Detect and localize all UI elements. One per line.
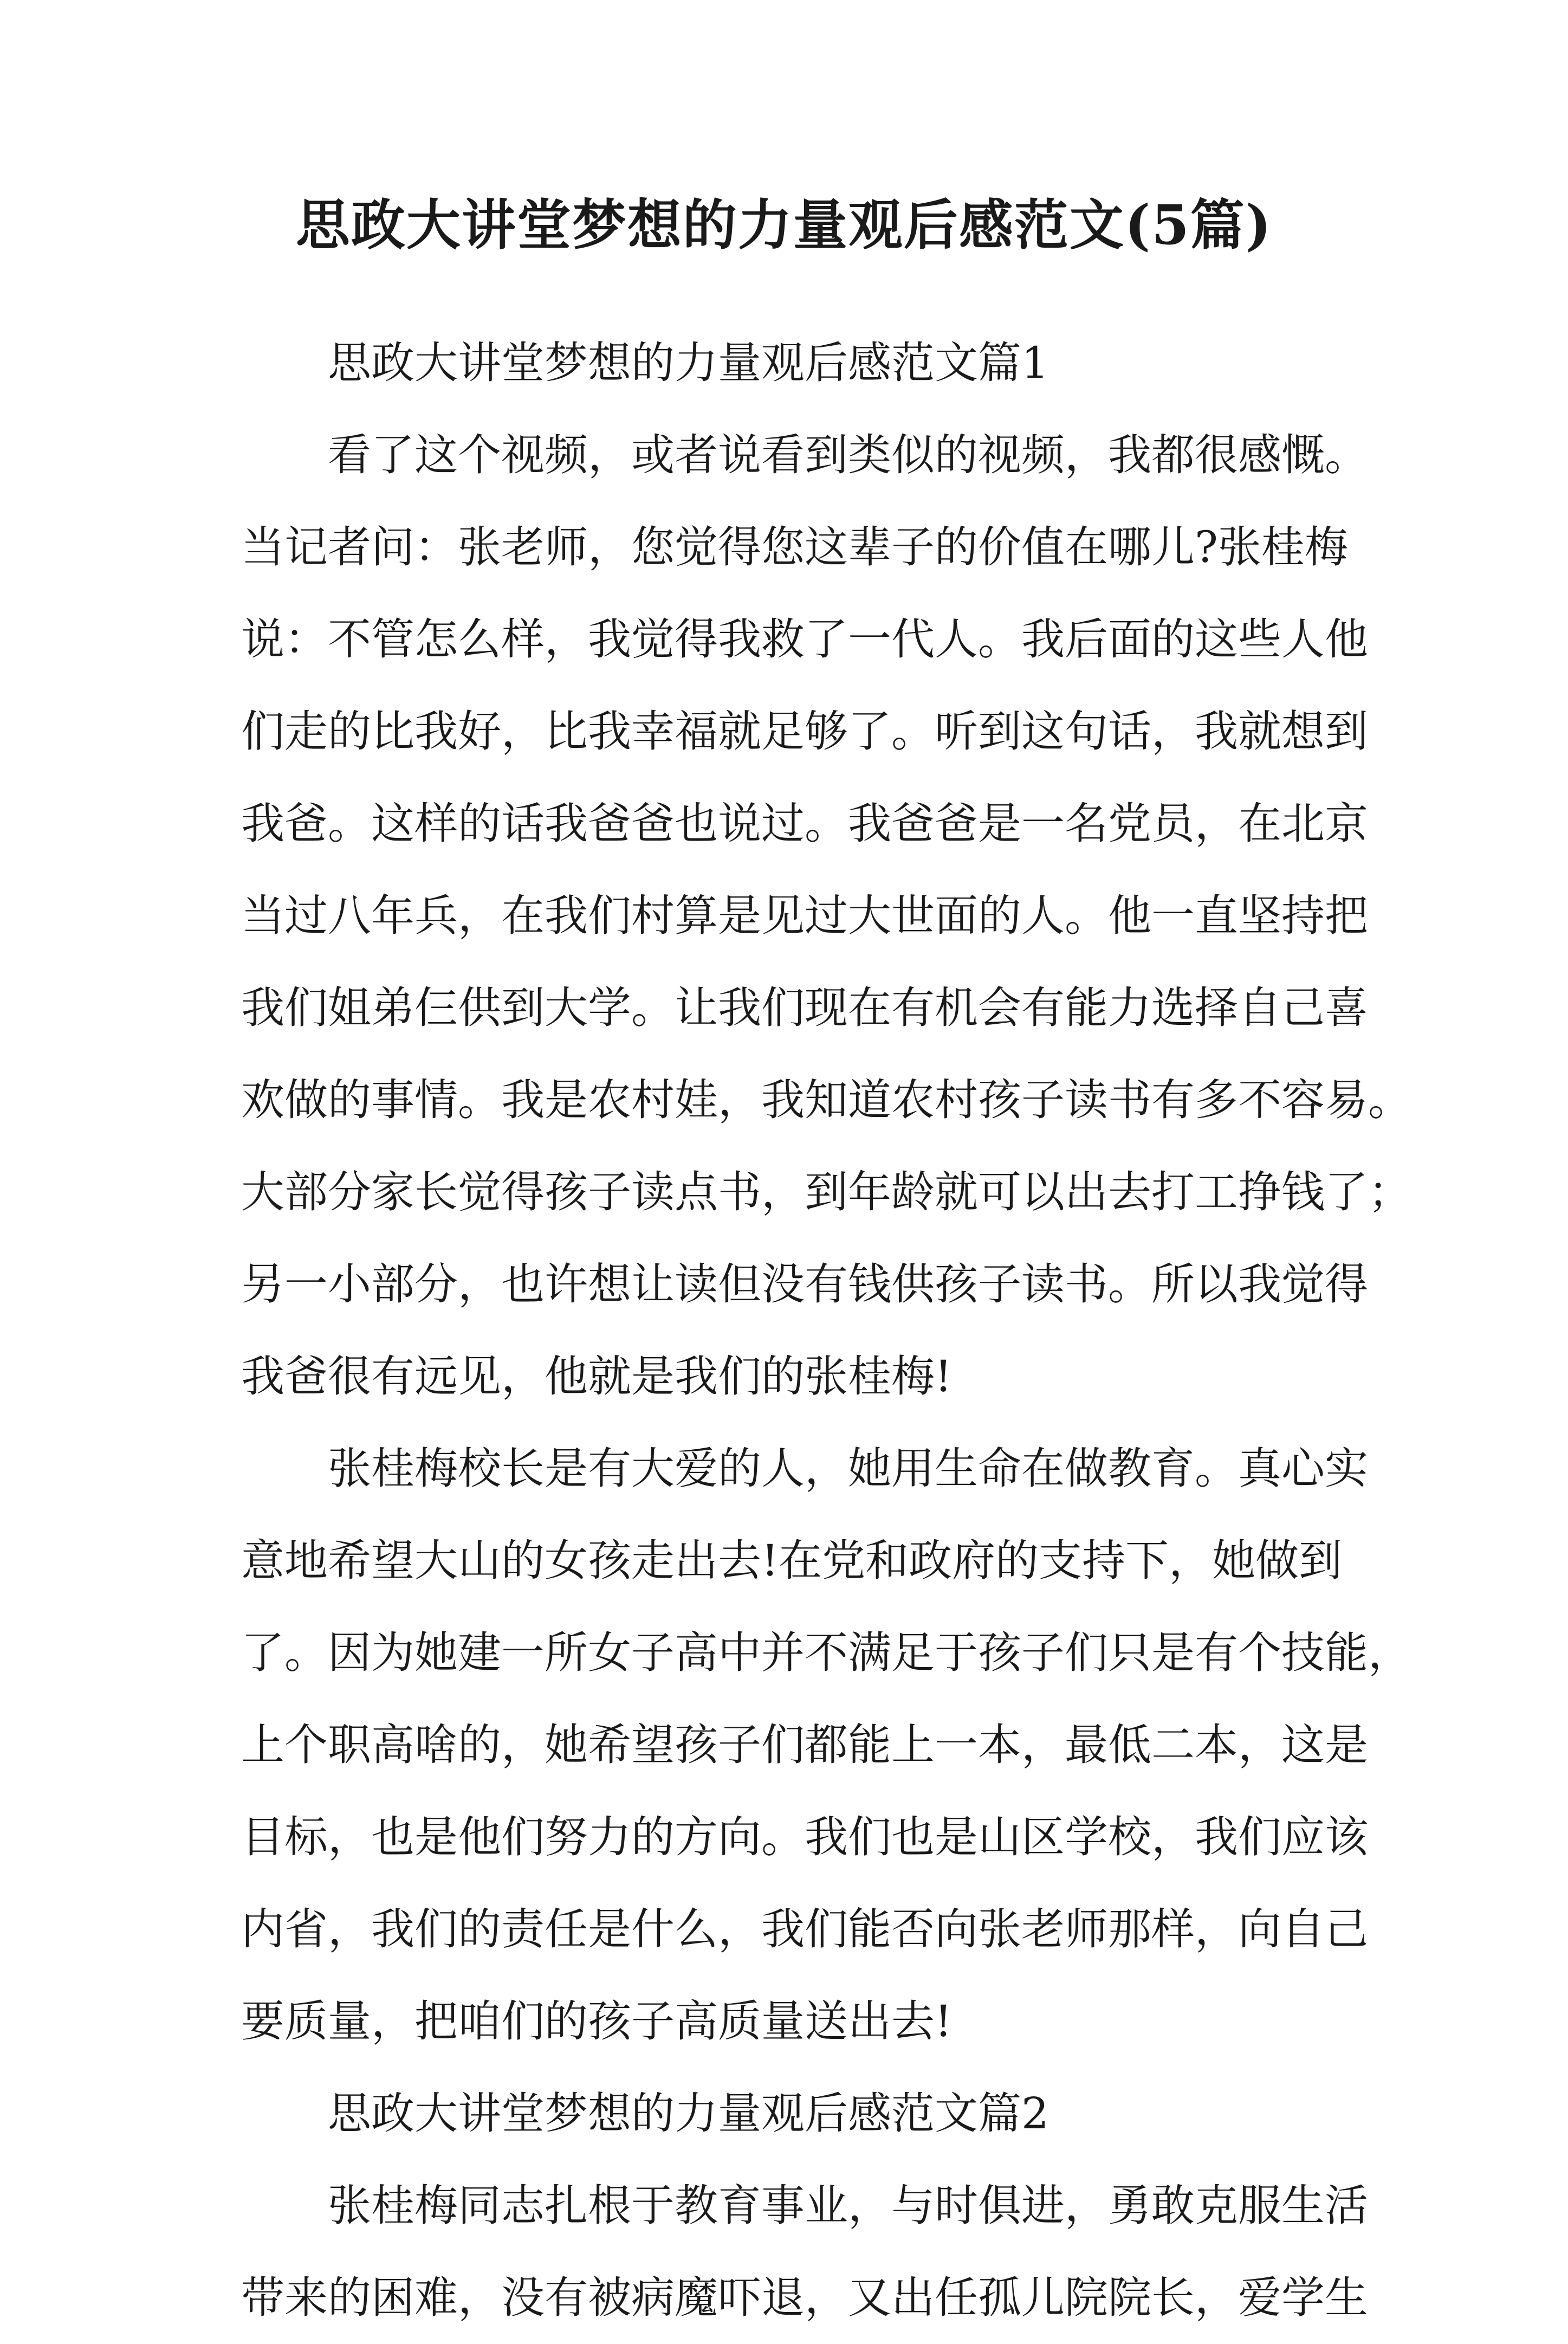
document-title: 思政大讲堂梦想的力量观后感范文(5篇): [295, 193, 1273, 257]
paragraph-line: 张桂梅校长是有大爱的人，她用生命在做教育。真心实: [328, 1443, 1368, 1494]
paragraph-line: 另一小部分，也许想让读但没有钱供孩子读书。所以我觉得: [241, 1259, 1368, 1309]
paragraph-line: 目标，也是他们努力的方向。我们也是山区学校，我们应该: [241, 1812, 1368, 1862]
document-body: [241, 317, 1411, 2344]
paragraph-line: 带来的困难，没有被病魔吓退，又出任孤儿院院长，爱学生: [241, 2272, 1368, 2323]
paragraph-line: 要质量，把咱们的孩子高质量送出去!: [241, 1996, 953, 2046]
paragraph-line: 我们姐弟仨供到大学。让我们现在有机会有能力选择自己喜: [241, 983, 1368, 1033]
paragraph-line: 欢做的事情。我是农村娃，我知道农村孩子读书有多不容易。: [241, 1075, 1411, 1125]
paragraph-line: 看了这个视频，或者说看到类似的视频，我都很感慨。: [328, 430, 1368, 480]
paragraph-line: 了。因为她建一所女子高中并不满足于孩子们只是有个技能，: [241, 1628, 1411, 1678]
section-heading-1: 思政大讲堂梦想的力量观后感范文篇1: [328, 338, 1049, 388]
paragraph-line: 意地希望大山的女孩走出去!在党和政府的支持下，她做到: [241, 1535, 1343, 1586]
paragraph-line: 内省，我们的责任是什么，我们能否向张老师那样，向自己: [241, 1904, 1368, 1954]
paragraph-line: 当记者问：张老师，您觉得您这辈子的价值在哪儿?张桂梅: [241, 522, 1348, 572]
paragraph-line: 上个职高啥的，她希望孩子们都能上一本，最低二本，这是: [241, 1720, 1368, 1770]
paragraph-line: 张桂梅同志扎根于教育事业，与时俱进，勇敢克服生活: [328, 2180, 1368, 2231]
paragraph-line: 当过八年兵，在我们村算是见过大世面的人。他一直坚持把: [241, 890, 1368, 941]
paragraph-line: 们走的比我好，比我幸福就足够了。听到这句话，我就想到: [241, 706, 1368, 757]
paragraph-line: 说：不管怎么样，我觉得我救了一代人。我后面的这些人他: [241, 614, 1368, 664]
paragraph-line: 我爸很有远见，他就是我们的张桂梅!: [241, 1351, 953, 1402]
section-heading-2: 思政大讲堂梦想的力量观后感范文篇2: [328, 2088, 1049, 2139]
paragraph-line: 我爸。这样的话我爸爸也说过。我爸爸是一名党员，在北京: [241, 798, 1368, 849]
paragraph-line: 大部分家长觉得孩子读点书，到年龄就可以出去打工挣钱了；: [241, 1167, 1411, 1217]
